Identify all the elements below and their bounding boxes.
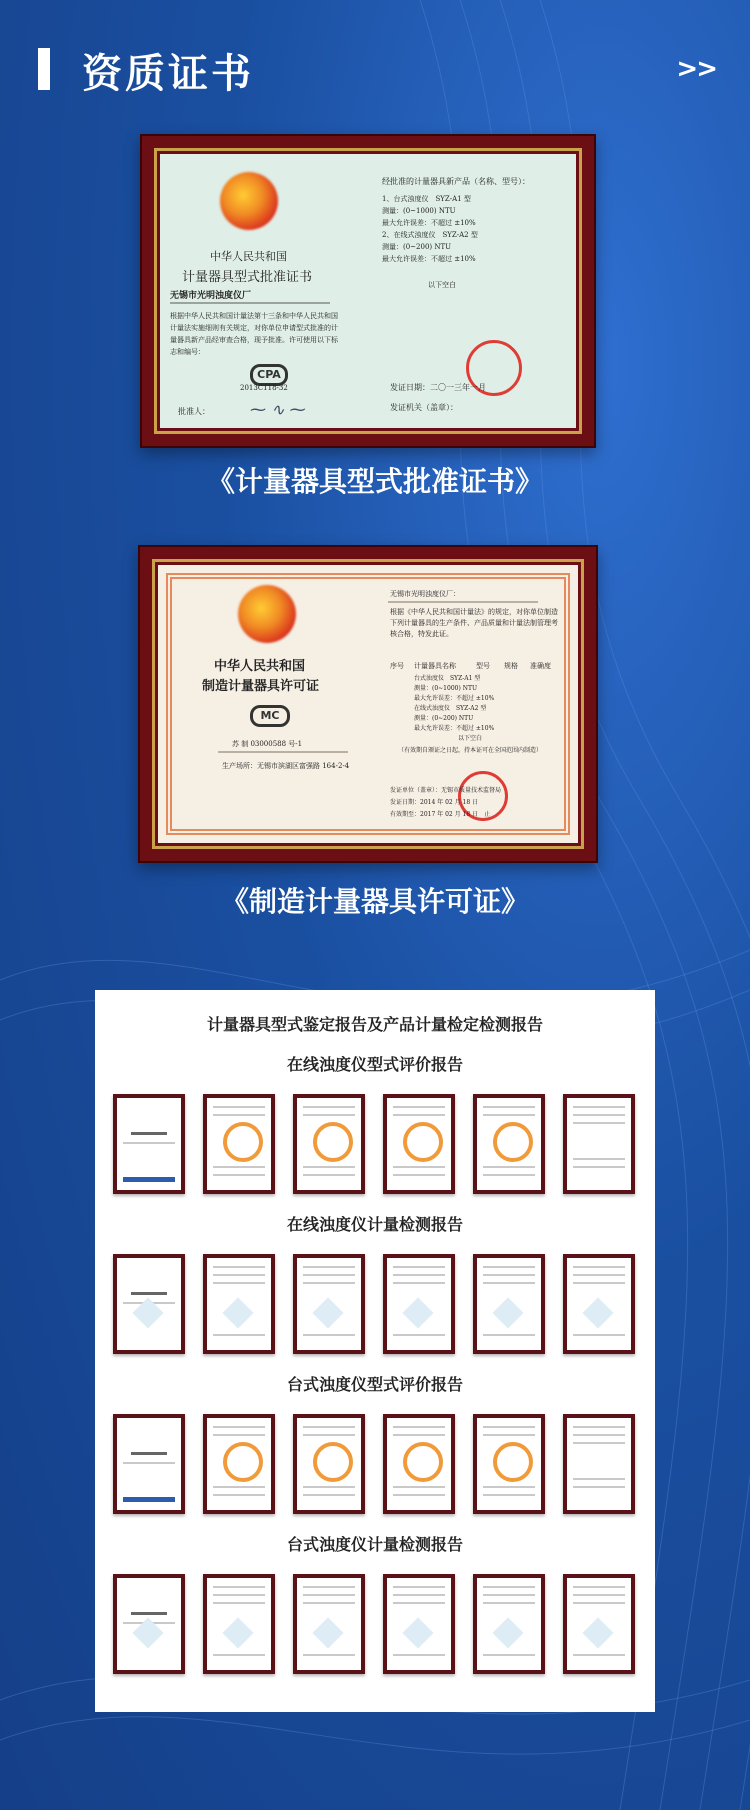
report-doc[interactable] (293, 1414, 365, 1514)
cpa-mark: CPA (250, 364, 288, 386)
report-group-label: 台式浊度仪计量检测报告 (286, 1535, 463, 1554)
table-line-6: 最大允许误差：不超过 ±10% (414, 725, 495, 732)
cpa-code: 2013C118-32 (240, 384, 288, 392)
certificate-manufacture-license (138, 545, 598, 863)
report-row-1 (113, 1094, 637, 1194)
table-header-spec: 规格 (504, 662, 518, 670)
caption-manufacture-license: 《制造计量器具许可证》 (220, 885, 529, 918)
report-group-label: 在线浊度仪型式评价报告 (286, 1055, 463, 1074)
cert-name: 计量器具型式批准证书 (182, 270, 313, 285)
report-group-label: 在线浊度仪计量检测报告 (286, 1215, 463, 1234)
report-row-3 (113, 1414, 637, 1514)
national-emblem (220, 172, 278, 230)
more-arrow-icon[interactable]: >> (676, 54, 716, 84)
issue-date: 发证日期：二〇一三年一月 (390, 383, 486, 392)
report-doc[interactable] (563, 1254, 635, 1354)
product-heading: 经批准的计量器具新产品（名称、型号）： (382, 177, 530, 186)
approver-signature: ⁓ ∿ ⁓ (250, 400, 306, 419)
holder-underline (388, 601, 538, 603)
report-doc[interactable] (113, 1574, 185, 1674)
license-issue-date: 发证日期：2014 年 02 月 18 日 (390, 799, 479, 806)
issuer-label: 发证机关（盖章）： (390, 403, 458, 412)
product-line-2: 测量：(0~1000) NTU (382, 207, 456, 215)
report-doc[interactable] (563, 1094, 635, 1194)
table-line-7: 以下空白 (458, 735, 483, 742)
table-line-4: 在线式浊度仪 SYZ-A2 型 (414, 705, 487, 712)
report-doc[interactable] (293, 1574, 365, 1674)
blank-note: 以下空白 (428, 281, 456, 289)
report-doc[interactable] (113, 1094, 185, 1194)
product-line-6: 最大允许误差：不超过 ±10% (382, 255, 476, 263)
product-line-5: 测量：(0~200) NTU (382, 243, 452, 251)
license-underline (218, 751, 348, 753)
certificate-mat (152, 559, 584, 849)
table-line-2: 测量：(0~1000) NTU (414, 685, 478, 692)
report-group-label: 台式浊度仪型式评价报告 (286, 1375, 463, 1394)
report-doc[interactable] (563, 1574, 635, 1674)
report-doc[interactable] (113, 1414, 185, 1514)
cert-name: 制造计量器具许可证 (202, 679, 320, 694)
report-doc[interactable] (203, 1414, 275, 1514)
report-doc[interactable] (293, 1254, 365, 1354)
section-header (0, 40, 750, 100)
certificate-type-approval (140, 134, 596, 448)
report-doc[interactable] (203, 1254, 275, 1354)
title-accent-bar (38, 48, 50, 90)
report-doc[interactable] (293, 1094, 365, 1194)
reports-title: 计量器具型式鉴定报告及产品计量检定检测报告 (206, 1015, 543, 1034)
report-doc[interactable] (383, 1254, 455, 1354)
report-row-4 (113, 1574, 637, 1674)
section-title: 资质证书 (82, 51, 254, 97)
table-header-model: 型号 (476, 662, 490, 670)
license-body-text: 根据《中华人民共和国计量法》的规定，对你单位制造下列计量器具的生产条件、产品质量和计量法制管理考核合格，特发此证。 (390, 608, 558, 638)
report-doc[interactable] (383, 1094, 455, 1194)
report-doc[interactable] (383, 1574, 455, 1674)
production-address: 生产场所：无锡市滨湖区富强路 164-2-4 (222, 762, 350, 770)
product-line-3: 最大允许误差：不超过 ±10% (382, 219, 476, 227)
cert-holder: 无锡市光明浊度仪厂 (170, 291, 252, 301)
table-header-accuracy: 准确度 (530, 662, 551, 670)
table-line-3: 最大允许误差：不超过 ±10% (414, 695, 495, 702)
report-doc[interactable] (473, 1094, 545, 1194)
report-doc[interactable] (563, 1414, 635, 1514)
cert-country: 中华人民共和国 (210, 250, 287, 263)
license-issuer: 发证单位（盖章）：无锡市质量技术监督局 (390, 787, 502, 794)
table-line-5: 测量：(0~200) NTU (414, 715, 474, 722)
license-holder: 无锡市光明浊度仪厂： (390, 590, 460, 598)
cert-body-text: 根据中华人民共和国计量法第十三条和中华人民共和国计量法实施细则有关规定，对你单位申请型式批准的计量器具新产品经审查合格，现予批准。许可使用以下标志和编号： (170, 312, 338, 356)
certificate-paper (160, 154, 576, 428)
certificate-paper (158, 565, 578, 843)
report-doc[interactable] (473, 1254, 545, 1354)
national-emblem (238, 585, 296, 643)
reports-panel (95, 990, 655, 1712)
approver-label: 批准人： (178, 407, 210, 416)
table-line-1: 台式浊度仪 SYZ-A1 型 (414, 675, 481, 682)
validity-note: （有效期自颁证之日起，持本证可在全国范围内制造） (398, 747, 543, 754)
license-number: 苏 制 03000588 号-1 (232, 740, 303, 748)
report-doc[interactable] (203, 1094, 275, 1194)
product-line-1: 1、台式浊度仪 SYZ-A1 型 (382, 195, 471, 203)
mc-mark: MC (250, 705, 290, 727)
report-doc[interactable] (383, 1414, 455, 1514)
report-doc[interactable] (113, 1254, 185, 1354)
product-line-4: 2、在线式浊度仪 SYZ-A2 型 (382, 231, 478, 239)
certificate-mat (154, 148, 582, 434)
caption-type-approval: 《计量器具型式批准证书》 (206, 465, 543, 498)
report-doc[interactable] (473, 1414, 545, 1514)
report-doc[interactable] (473, 1574, 545, 1674)
report-doc[interactable] (203, 1574, 275, 1674)
holder-underline (170, 302, 330, 304)
table-header-no: 序号 (390, 662, 404, 670)
report-row-2 (113, 1254, 637, 1354)
table-header-name: 计量器具名称 (414, 662, 456, 670)
license-valid-date: 有效期至：2017 年 02 月 18 日 止 (390, 811, 491, 818)
cert-country: 中华人民共和国 (214, 659, 306, 674)
